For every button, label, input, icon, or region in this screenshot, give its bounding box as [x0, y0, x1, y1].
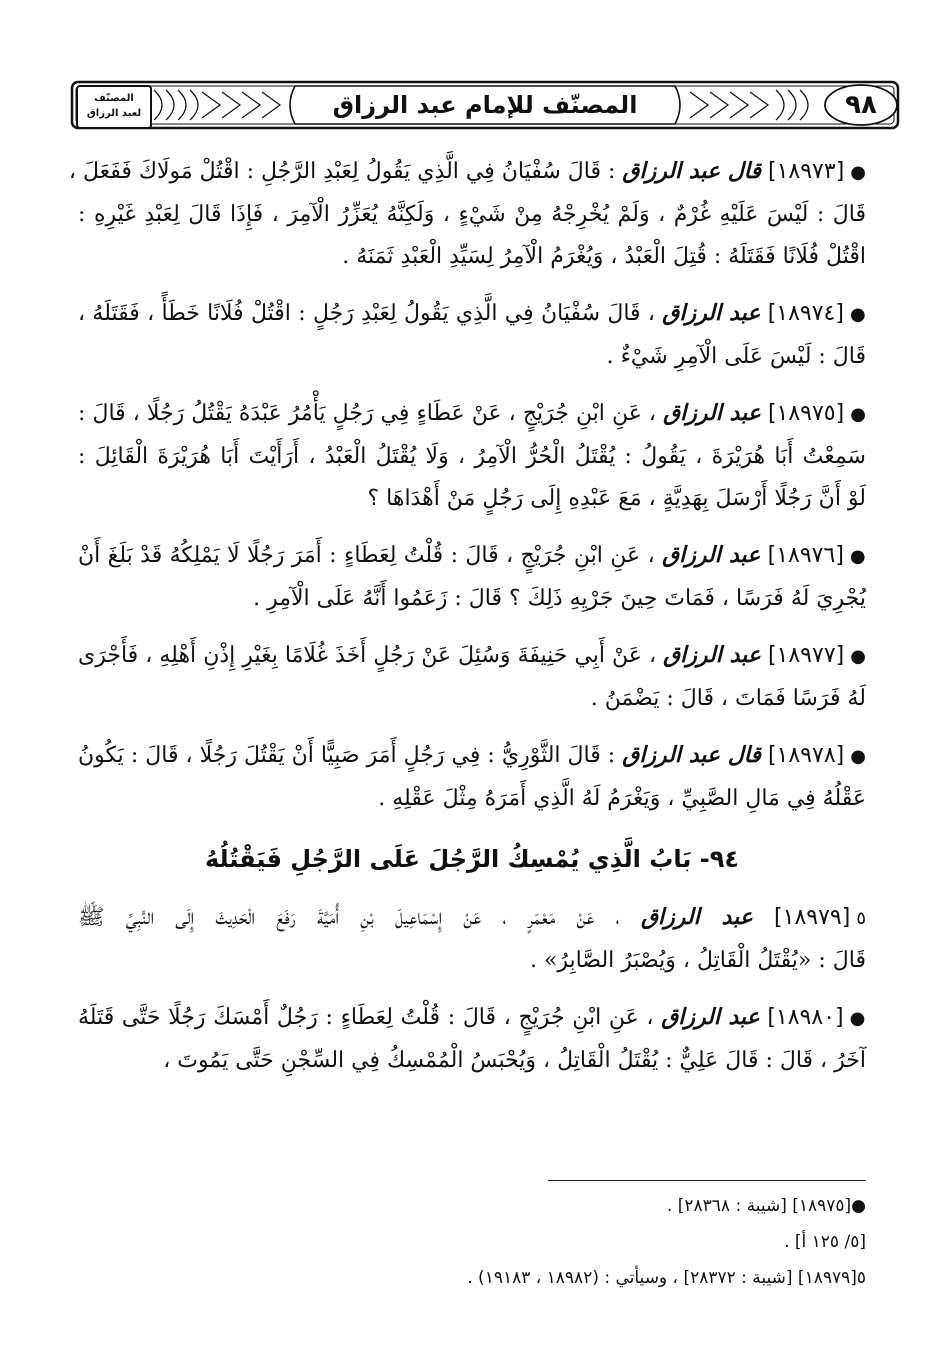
entry-author: عبد الرزاق: [661, 1004, 760, 1030]
entry-line: [78, 940, 866, 982]
entry-marker: ٥: [856, 908, 866, 929]
hadith-entry: [78, 634, 866, 720]
entry-line: [78, 236, 866, 278]
entry-line: [78, 336, 866, 378]
entry-line: [78, 1040, 866, 1082]
entry-line: [78, 478, 866, 520]
entry-line: [78, 578, 866, 620]
entry-number: [١٨٩٧٨]: [767, 743, 845, 768]
entry-marker: ●: [850, 162, 866, 183]
entry-text: يُجْرِيَ لَهُ فَرَسًا ، فَمَاتَ حِينَ جَرْيِهِ ذَلِكَ ؟ قَالَ : زَعَمُوا أَنَّهُ عَلَى الْآمِرِ .: [253, 586, 866, 611]
footnote-separator: [548, 1180, 866, 1181]
entry-text: قَالَ : «يُقْتَلُ الْقَاتِلُ ، وَيُصْبَرُ الصَّابِرُ» .: [529, 948, 866, 973]
entry-line: [78, 634, 866, 678]
entry-line: [78, 896, 866, 940]
hadith-entry: [78, 896, 866, 982]
entry-line: [78, 996, 866, 1040]
entry-number: [١٨٩٧٧]: [767, 643, 845, 668]
entry-text: ، عَنْ أَبِي حَنِيفَةَ وَسُئِلَ عَنْ رَجُلٍ أَخَذَ غُلَامًا بِغَيْرِ إِذْنِ أَهْلِهِ ، فَأَجْرَى: [78, 643, 657, 668]
entry-number: [١٨٩٧٣]: [768, 159, 845, 184]
chapter-heading: ٩٤- بَابُ الَّذِي يُمْسِكُ الرَّجُلَ عَلَى الرَّجُلِ فَيَقْتُلُهُ: [204, 845, 740, 873]
publisher-logo: [76, 85, 152, 129]
entry-text: : قَالَ سُفْيَانُ فِي الَّذِي يَقُولُ لِعَبْدِ الرَّجُلِ : اقْتُلْ مَولَاكَ فَفَعَلَ ،: [68, 159, 616, 184]
entry-text: اقْتُلْ فُلَانًا فَقَتَلَهُ : قُتِلَ الْعَبْدُ ، وَيُغْرَمُ الْآمِرُ لِسَيِّدِ الْعَبْدِ ثَمَنَهُ .: [342, 244, 866, 269]
entry-number: [١٨٩٧٥]: [767, 401, 845, 426]
logo-text: المصنّف لعبد الرزاق: [86, 93, 142, 119]
footnote: ●[١٨٩٧٥] [شيبة : ٢٨٣٦٨] .: [666, 1196, 866, 1216]
entry-author: عبد الرزاق: [662, 542, 761, 568]
entry-text: ، عَنِ ابْنِ جُرَيْجٍ ، قَالَ : قُلْتُ لِعَطَاءٍ : أَمَرَ رَجُلًا لَا يَمْلِكُهُ قَدْ بَلَغَ أَنْ: [78, 543, 655, 568]
entry-line: [78, 392, 866, 436]
entry-text: ، قَالَ سُفْيَانُ فِي الَّذِي يَقُولُ لِعَبْدِ رَجُلٍ : اقْتُلْ فُلَانًا خَطَأً ، فَقَتَلَهُ ،: [78, 301, 655, 326]
entry-text: آخَرُ ، قَالَ : قَالَ عَلِيٌّ : يُقْتَلُ الْقَاتِلُ ، وَيُحْبَسُ الْمُمْسِكُ فِي السِّجْنِ حَتَّى يَمُوتَ ،: [163, 1048, 866, 1073]
entry-marker: ●: [850, 646, 866, 667]
entry-author: عبد الرزاق: [640, 904, 753, 930]
entry-marker: ●: [849, 546, 867, 567]
entry-line: [78, 734, 866, 778]
entry-marker: ●: [849, 1008, 866, 1029]
entry-line: [78, 534, 866, 578]
entry-line: [78, 436, 866, 478]
entry-text: ، عَنِ ابْنِ جُرَيْجٍ ، قَالَ : قُلْتُ لِعَطَاءٍ : رَجُلٌ أَمْسَكَ رَجُلًا حَتَّى قَتَلَهُ: [78, 1005, 654, 1030]
footnote: ٥[١٨٩٧٩] [شيبة : ٢٨٣٧٢] ، وسيأتي : (١٨٩٨٢ ، ١٩١٨٣) .: [467, 1268, 866, 1288]
hadith-entry: [78, 292, 866, 378]
entry-text: عَقْلُهُ فِي مَالِ الصَّبِيِّ ، وَيَغْرَمُ لَهُ الَّذِي أَمَرَهُ مِثْلَ عَقْلِهِ .: [378, 786, 866, 811]
entry-line: [78, 292, 866, 336]
entry-author: عبد الرزاق: [662, 300, 761, 326]
running-header: [70, 80, 900, 130]
entries-list: [68, 150, 867, 820]
entry-line: [78, 778, 866, 820]
entry-text: سَمِعْتُ أَبَا هُرَيْرَةَ ، يَقُولُ : يُقْتَلُ الْحُرُّ الْآمِرُ ، وَلَا يُقْتَلُ الْعَبْدُ ، أَرَأَيْتَ أَبَا هُرَيْرَةَ الْقَائِلَ :: [78, 444, 866, 469]
main-text: [68, 150, 867, 1096]
entry-marker: ●: [850, 404, 866, 425]
entry-number: [١٨٩٧٦]: [767, 543, 844, 568]
entries-list-after-heading: [78, 896, 866, 1082]
entry-text: : قَالَ الثَّوْرِيُّ : فِي رَجُلٍ أَمَرَ صَبِيًّا أَنْ يَقْتُلَ رَجُلًا ، قَالَ : يَكُونُ: [78, 743, 616, 768]
entry-number: [١٨٩٨٠]: [767, 1005, 844, 1030]
footnote: [٥/ ١٢٥ أ] .: [784, 1232, 866, 1252]
entry-author: قال عبد الرزاق: [622, 742, 761, 768]
entry-text: قَالَ : لَيْسَ عَلَيْهِ غُرْمٌ ، وَلَمْ يُخْرِجْهُ مِنْ شَيْءٍ ، وَلَكِنَّهُ يُعَزِّرُ الْآمِرَ ، فَإِذَا قَالَ لِعَبْدِ غَيْرِهِ :: [78, 202, 866, 227]
entry-text: لَوْ أَنَّ رَجُلًا أَرْسَلَ بِهَدِيَّةٍ ، مَعَ عَبْدِهِ إِلَى رَجُلٍ مَنْ أَهْدَاهَا ؟: [367, 486, 866, 511]
entry-marker: ●: [850, 746, 866, 767]
entry-text: قَالَ : لَيْسَ عَلَى الْآمِرِ شَيْءٌ .: [606, 344, 866, 369]
entry-line: [78, 194, 866, 236]
entry-author: قال عبد الرزاق: [622, 158, 761, 184]
entry-line: [78, 678, 866, 720]
footnotes: [78, 1188, 866, 1296]
hadith-entry: [78, 392, 866, 520]
hadith-entry: [78, 996, 866, 1082]
hadith-entry: [68, 150, 866, 278]
entry-number: [١٨٩٧٤]: [767, 301, 844, 326]
entry-line: [68, 150, 866, 194]
book-title: المصنّف للإمام عبد الرزاق: [332, 91, 638, 119]
hadith-entry: [78, 534, 866, 620]
entry-text: لَهُ فَرَسًا فَمَاتَ ، قَالَ : يَضْمَنُ .: [590, 686, 866, 711]
entry-text: ، عَنْ مَعْمَرٍ ، عَنْ إِسْمَاعِيلَ بْنِ أُمَيَّةَ رَفَعَ الْحَدِيثَ إِلَى النَّبِيِّ ﷺ: [78, 905, 620, 930]
entry-text: ، عَنِ ابْنِ جُرَيْجٍ ، عَنْ عَطَاءٍ فِي رَجُلٍ يَأْمُرُ عَبْدَهُ يَقْتُلُ رَجُلًا ، قَالَ :: [78, 401, 657, 426]
hadith-entry: [78, 734, 866, 820]
entry-marker: ●: [849, 304, 866, 325]
entry-number: [١٨٩٧٩]: [774, 905, 851, 930]
page-number: ٩٨: [845, 90, 877, 120]
entry-author: عبد الرزاق: [663, 400, 761, 426]
entry-author: عبد الرزاق: [663, 642, 761, 668]
